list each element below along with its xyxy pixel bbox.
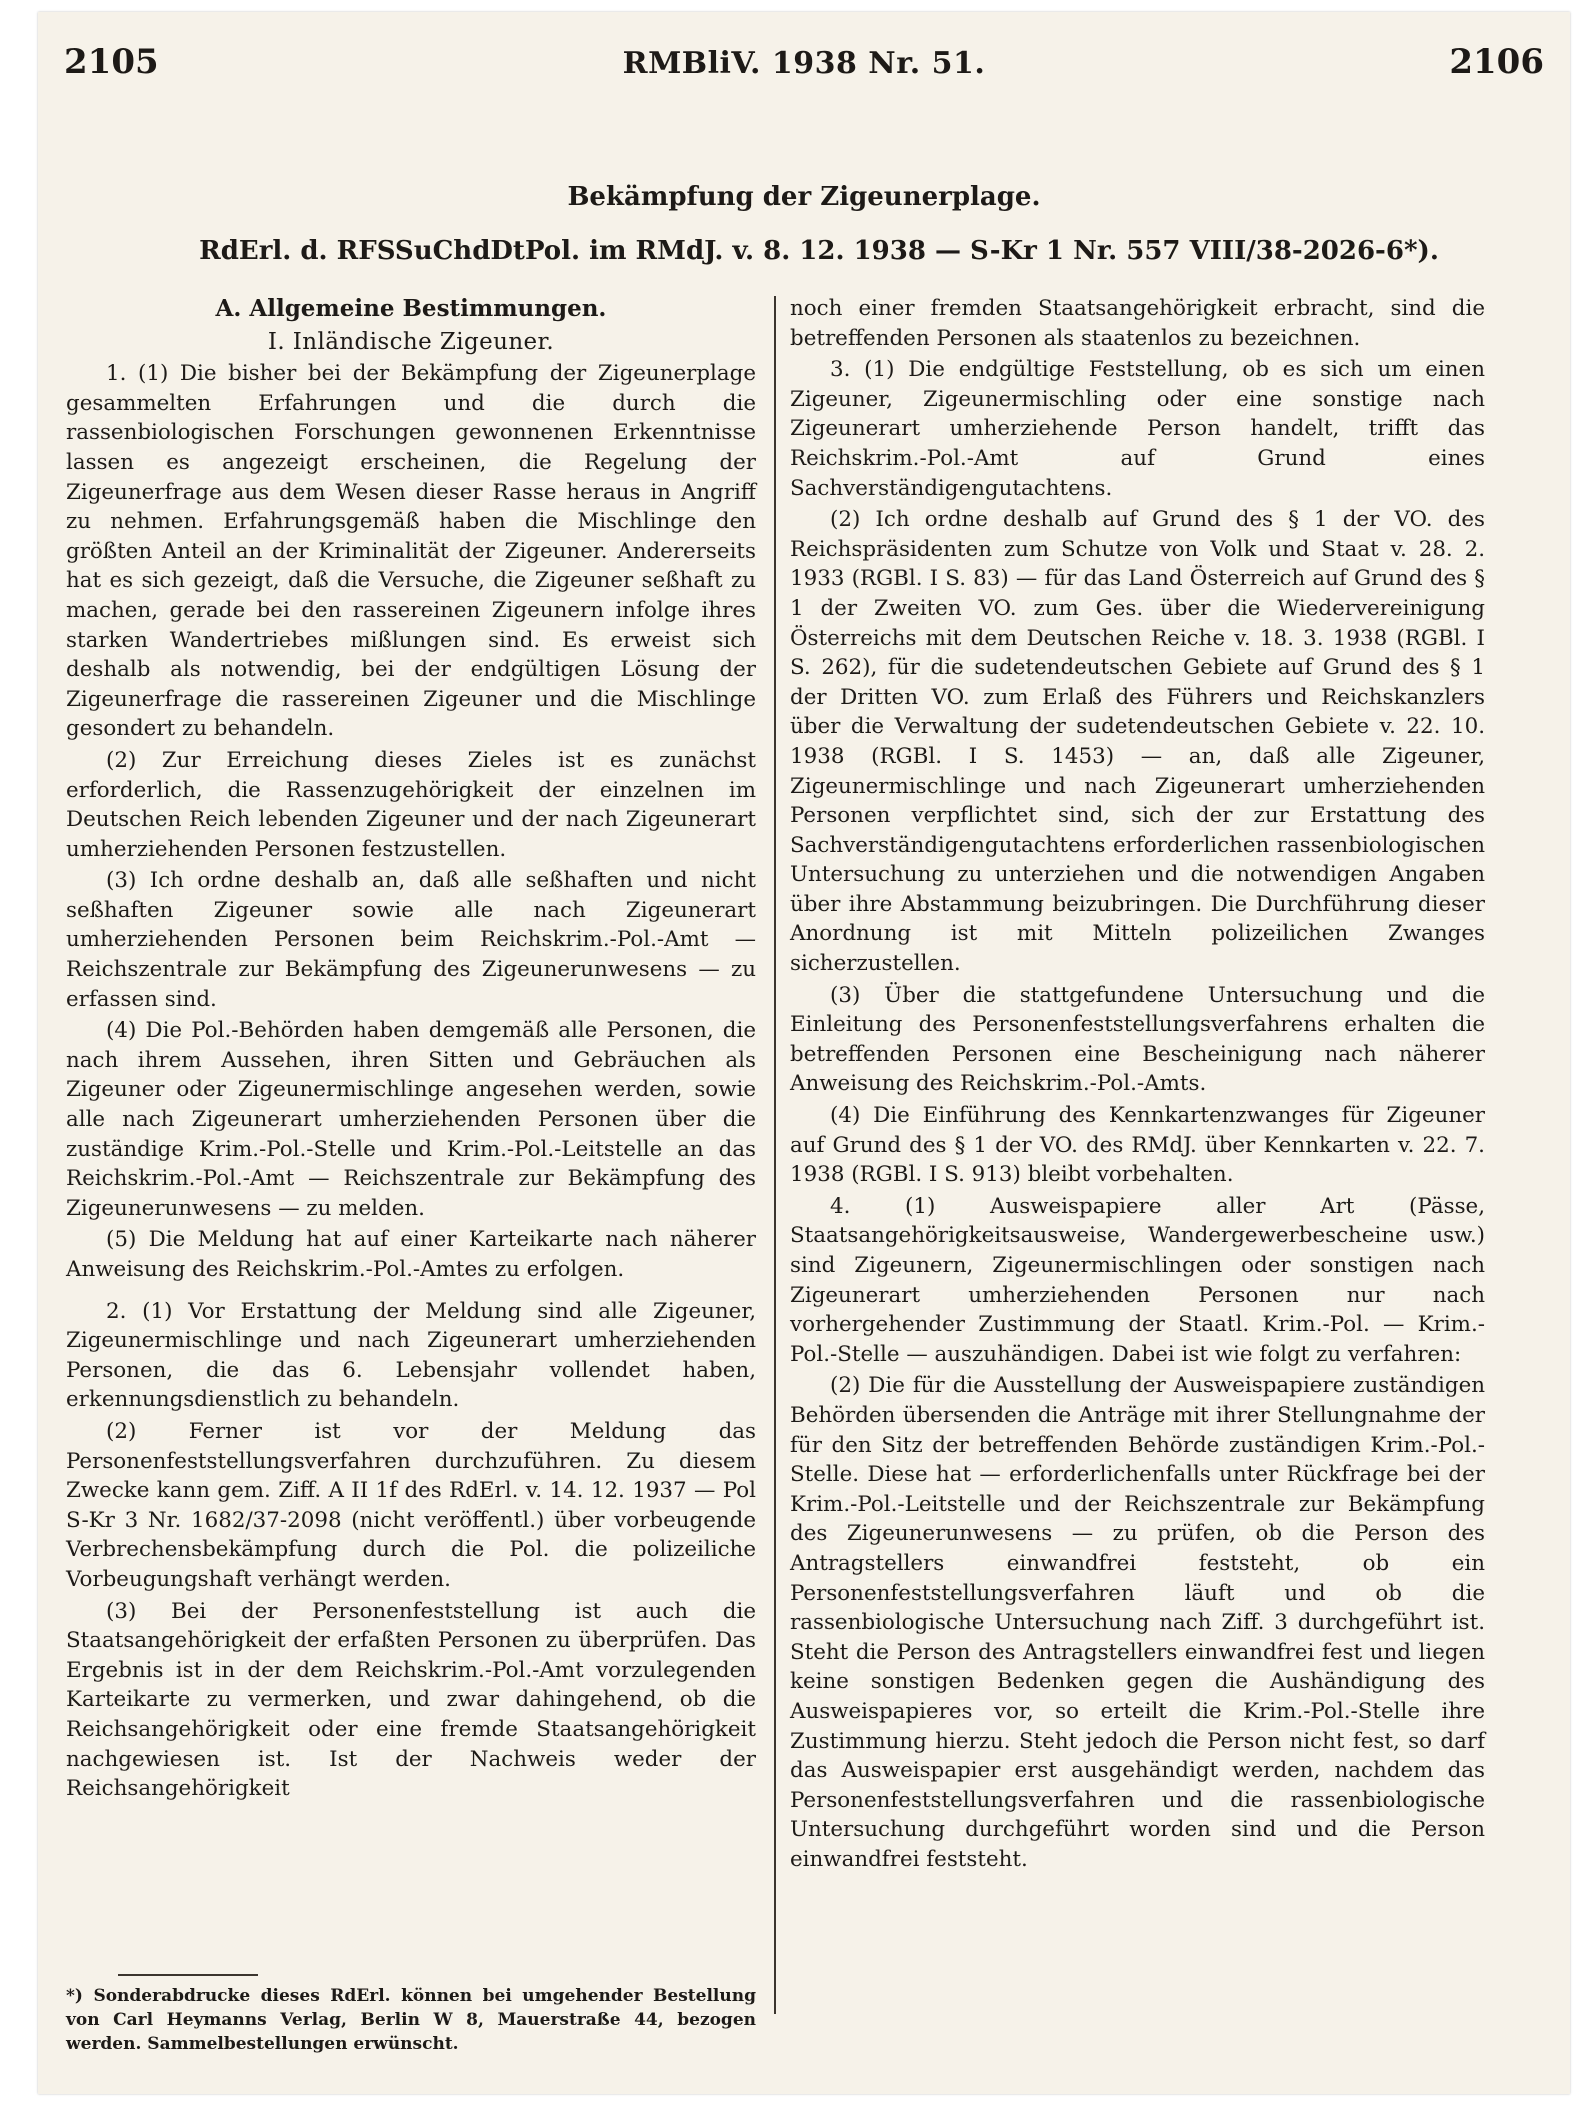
left-column <box>66 294 756 2078</box>
subsection-heading-i: I. Inländische Zigeuner. <box>267 328 555 355</box>
paragraph: (3) Bei der Personenfeststellung ist auch die Staatsangehörigkeit der erfaßten Personen zu überprüfen. Das Ergebnis ist in der dem Reichskrim.-Pol.-Amt vorzulegenden Karteikarte zu vermerken, und zwar dahingehend, ob die Reichsangehörigkeit oder eine fremde Staatsangehörigkeit nachgewiesen ist. Ist der Nachweis weder der Reichsangehörigkeit <box>66 1598 756 1802</box>
document-page <box>38 12 1570 2094</box>
section-heading-a: A. Allgemeine Bestimmungen. <box>215 295 607 322</box>
page-number-right: 2106 <box>1449 42 1544 82</box>
paragraph: (4) Die Pol.-Behörden haben demgemäß alle Personen, die nach ihrem Aussehen, ihren Sitten und Gebräuchen als Zigeuner oder Zigeunermischlinge angesehen werden, sowie alle nach Zigeunerart umherziehenden Personen über die zuständige Krim.-Pol.-Stelle und Krim.-Pol.-Leitstelle an das Reichskrim.-Pol.-Amt — Reichszentrale zur Bekämpfung des Zigeunerunwesens — zu melden. <box>66 1018 756 1221</box>
paragraph: (3) Über die stattgefundene Untersuchung und die Einleitung des Personenfeststellungsverfahrens erhalten die betreffenden Personen eine Bescheinigung nach näherer Anweisung des Reichskrim.-Pol.-Amts. <box>790 982 1485 1097</box>
paragraph: noch einer fremden Staatsangehörigkeit erbracht, sind die betreffenden Personen als staatenlos zu bezeichnen. <box>790 296 1485 351</box>
paragraph: 4. (1) Ausweispapiere aller Art (Pässe, Staatsangehörigkeitsausweise, Wandergewerbescheine usw.) sind Zigeunern, Zigeunermischlingen oder sonstigen nach Zigeunerart umherziehenden Personen nur nach vorhergehender Zustimmung der Staatl. Krim.-Pol. — Krim.-Pol.-Stelle — auszuhändigen. Dabei ist wie folgt zu verfahren: <box>790 1193 1485 1367</box>
footnote: *) Sonderabdrucke dieses RdErl. können bei umgehender Bestellung von Carl Heymanns Verlag, Berlin W 8, Mauerstraße 44, bezogen werden. Sammelbestellungen erwünscht. <box>66 1986 756 2054</box>
paragraph: (5) Die Meldung hat auf einer Karteikarte nach näherer Anweisung des Reichskrim.-Pol.-Amtes zu erfolgen. <box>66 1227 756 1282</box>
page-number-left: 2105 <box>64 42 159 82</box>
column-divider <box>774 296 776 2014</box>
paragraph: (4) Die Einführung des Kennkartenzwanges für Zigeuner auf Grund des § 1 der VO. des RMdJ. über Kennkarten v. 22. 7. 1938 (RGBl. I S. 913) bleibt vorbehalten. <box>790 1103 1485 1188</box>
paragraph: 2. (1) Vor Erstattung der Meldung sind alle Zigeuner, Zigeunermischlinge und nach Zigeunerart umherziehenden Personen, die das 6. Lebensjahr vollendet haben, erkennungsdienstlich zu behandeln. <box>66 1298 756 1413</box>
paragraph: (2) Ferner ist vor der Meldung das Personenfeststellungsverfahren durchzuführen. Zu diesem Zwecke kann gem. Ziff. A II 1f des RdErl. v. 14. 12. 1937 — Pol S-Kr 3 Nr. 1682/37-2098 (nicht veröffentl.) über vorbeugende Verbrechensbekämpfung durch die Pol. die polizeiliche Vorbeugungshaft verhängt werden. <box>66 1418 756 1592</box>
decree-reference: RdErl. d. RFSSuChdDtPol. im RMdJ. v. 8. 12. 1938 — S-Kr 1 Nr. 557 VIII/38-2026-6*). <box>199 236 1439 266</box>
paragraph: (2) Zur Erreichung dieses Zieles ist es zunächst erforderlich, die Rassenzugehörigkeit der einzelnen im Deutschen Reich lebenden Zigeuner und der nach Zigeunerart umherziehenden Personen festzustellen. <box>66 747 756 862</box>
page-header <box>64 42 1544 82</box>
paragraph: (3) Ich ordne deshalb an, daß alle seßhaften und nicht seßhaften Zigeuner sowie alle nach Zigeunerart umherziehenden Personen beim Reichskrim.-Pol.-Amt — Reichszentrale zur Bekämpfung des Zigeunerunwesens — zu erfassen sind. <box>66 868 756 1012</box>
right-column <box>790 294 1485 2078</box>
paragraph: 1. (1) Die bisher bei der Bekämpfung der Zigeunerplage gesammelten Erfahrungen und die durch die rassenbiologischen Forschungen gewonnenen Erkenntnisse lassen es angezeigt erscheinen, die Regelung der Zigeunerfrage aus dem Wesen dieser Rasse heraus in Angriff zu nehmen. Erfahrungsgemäß haben die Mischlinge den größten Anteil an der Kriminalität der Zigeuner. Andererseits hat es sich gezeigt, daß die Versuche, die Zigeuner seßhaft zu machen, gerade bei den rassereinen Zigeunern infolge ihres starken Wandertriebes mißlungen sind. Es erweist sich deshalb als notwendig, bei der endgültigen Lösung der Zigeunerfrage die rassereinen Zigeuner und die Mischlinge gesondert zu behandeln. <box>66 361 756 742</box>
paragraph: 3. (1) Die endgültige Feststellung, ob es sich um einen Zigeuner, Zigeunermischling oder eine sonstige nach Zigeunerart umherziehende Person handelt, trifft das Reichskrim.-Pol.-Amt auf Grund eines Sachverständigengutachtens. <box>790 357 1485 501</box>
paragraph: (2) Ich ordne deshalb auf Grund des § 1 der VO. des Reichspräsidenten zum Schutze von Volk und Staat v. 28. 2. 1933 (RGBl. I S. 83) — für das Land Österreich auf Grund des § 1 der Zweiten VO. zum Ges. über die Wiedervereinigung Österreichs mit dem Deutschen Reiche v. 18. 3. 1938 (RGBl. I S. 262), für die sudetendeutschen Gebiete auf Grund des § 1 der Dritten VO. zum Erlaß des Führers und Reichskanzlers über die Verwaltung der sudetendeutschen Gebiete v. 22. 10. 1938 (RGBl. I S. 1453) — an, daß alle Zigeuner, Zigeunermischlinge und nach Zigeunerart umherziehenden Personen verpflichtet sind, sich der zur Erstattung des Sachverständigengutachtens erforderlichen rassenbiologischen Untersuchung zu unterziehen und die notwendigen Angaben über ihre Abstammung beizubringen. Die Durchführung dieser Anordnung ist mit Mitteln polizeilichen Zwanges sicherzustellen. <box>790 507 1485 977</box>
journal-issue: RMBliV. 1938 Nr. 51. <box>622 46 986 81</box>
paragraph: (2) Die für die Ausstellung der Ausweispapiere zuständigen Behörden übersenden die Anträge mit ihrer Stellungnahme der für den Sitz der betreffenden Behörde zuständigen Krim.-Pol.-Stelle. Diese hat — erforderlichenfalls unter Rückfrage bei der Krim.-Pol.-Leitstelle und der Reichszentrale zur Bekämpfung des Zigeunerunwesens — zu prüfen, ob die Person des Antragstellers einwandfrei feststeht, ob ein Personenfeststellungsverfahren läuft und ob die rassenbiologische Untersuchung nach Ziff. 3 durchgeführt ist. Steht die Person des Antragstellers einwandfrei fest und liegen keine sonstigen Bedenken gegen die Aushändigung des Ausweispapieres vor, so erteilt die Krim.-Pol.-Stelle ihre Zustimmung hierzu. Steht jedoch die Person nicht fest, so darf das Ausweispapier erst ausgehändigt werden, nachdem das Personenfeststellungsverfahren und die rassenbiologische Untersuchung durchgeführt worden sind und die Person einwandfrei feststeht. <box>790 1373 1485 1872</box>
footnote-rule <box>118 1974 258 1976</box>
document-title: Bekämpfung der Zigeunerplage. <box>567 182 1041 212</box>
